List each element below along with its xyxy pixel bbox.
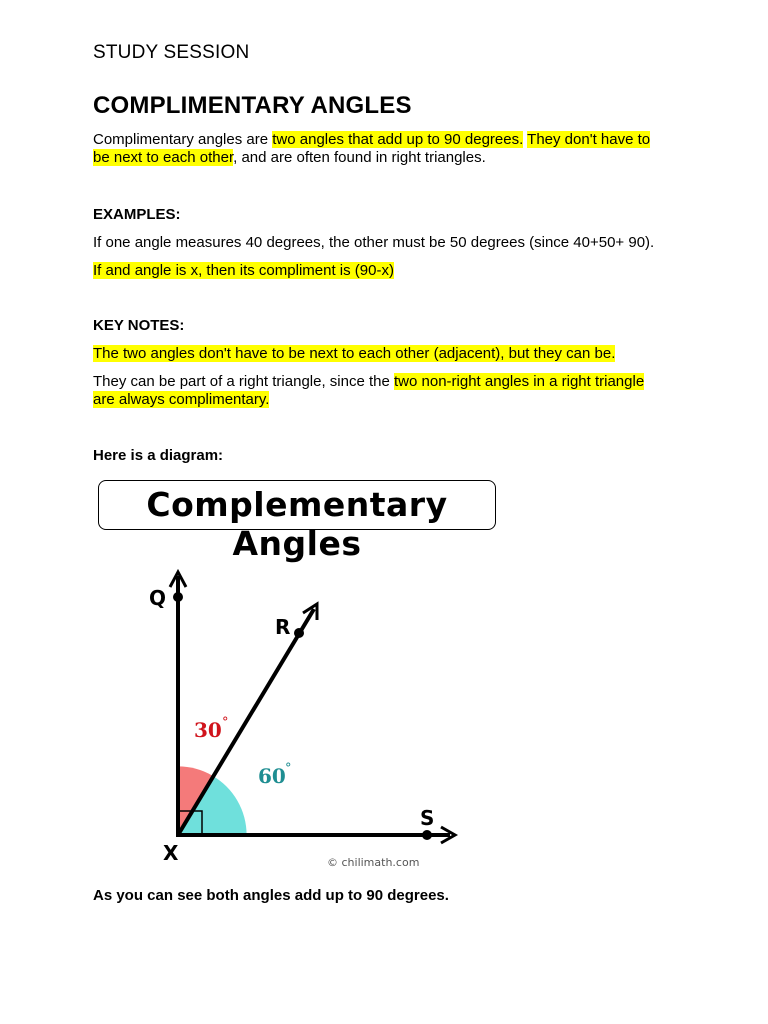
angle-30-degree-symbol: ° bbox=[222, 715, 229, 730]
point-q bbox=[173, 592, 183, 602]
conclusion: As you can see both angles add up to 90 degrees. bbox=[93, 887, 449, 904]
point-r bbox=[294, 628, 304, 638]
example-line-1: If one angle measures 40 degrees, the other must be 50 degrees (since 40+50+ 90). bbox=[93, 234, 655, 251]
key-note-2-line-2 bbox=[93, 391, 269, 409]
complementary-angles-diagram bbox=[130, 560, 470, 880]
intro-text-end: , and are often found in right triangles. bbox=[233, 149, 486, 166]
point-s bbox=[422, 830, 432, 840]
label-x: X bbox=[163, 841, 179, 865]
label-s: S bbox=[420, 806, 435, 830]
intro-paragraph-line-1 bbox=[93, 131, 650, 149]
diagram-intro: Here is a diagram: bbox=[93, 447, 224, 464]
label-r: R bbox=[275, 615, 291, 639]
example-line-2 bbox=[93, 262, 394, 280]
intro-highlight-adjacency: They don't have to bbox=[527, 131, 651, 148]
key-note-2-text: They can be part of a right triangle, since the bbox=[93, 373, 395, 390]
angle-60-label: 60 bbox=[258, 764, 286, 788]
image-credit: © chilimath.com bbox=[327, 856, 420, 869]
session-label: STUDY SESSION bbox=[93, 42, 250, 63]
intro-highlight-adjacency-cont: be next to each other bbox=[93, 149, 234, 166]
diagram-title: Complementary Angles bbox=[146, 485, 448, 563]
example-highlight: If and angle is x, then its compliment is (90-x) bbox=[93, 262, 394, 279]
label-q: Q bbox=[149, 586, 167, 610]
intro-paragraph-line-2 bbox=[93, 149, 486, 167]
key-note-1 bbox=[93, 345, 615, 363]
angle-30-label: 30 bbox=[194, 718, 222, 742]
examples-heading: EXAMPLES: bbox=[93, 206, 181, 223]
intro-highlight-definition: two angles that add up to 90 degrees. bbox=[272, 131, 524, 148]
key-note-2-highlight: two non-right angles in a right triangle bbox=[394, 373, 645, 390]
key-note-2-line-1 bbox=[93, 373, 644, 391]
intro-text: Complimentary angles are bbox=[93, 131, 273, 148]
diagram-title-box bbox=[98, 480, 496, 563]
page-title: COMPLIMENTARY ANGLES bbox=[93, 92, 412, 119]
angle-60-degree-symbol: ° bbox=[285, 761, 292, 776]
key-note-2-highlight-cont: are always complimentary. bbox=[93, 391, 270, 408]
key-notes-heading: KEY NOTES: bbox=[93, 317, 185, 334]
key-note-1-highlight: The two angles don't have to be next to each other (adjacent), but they can be. bbox=[93, 345, 616, 362]
